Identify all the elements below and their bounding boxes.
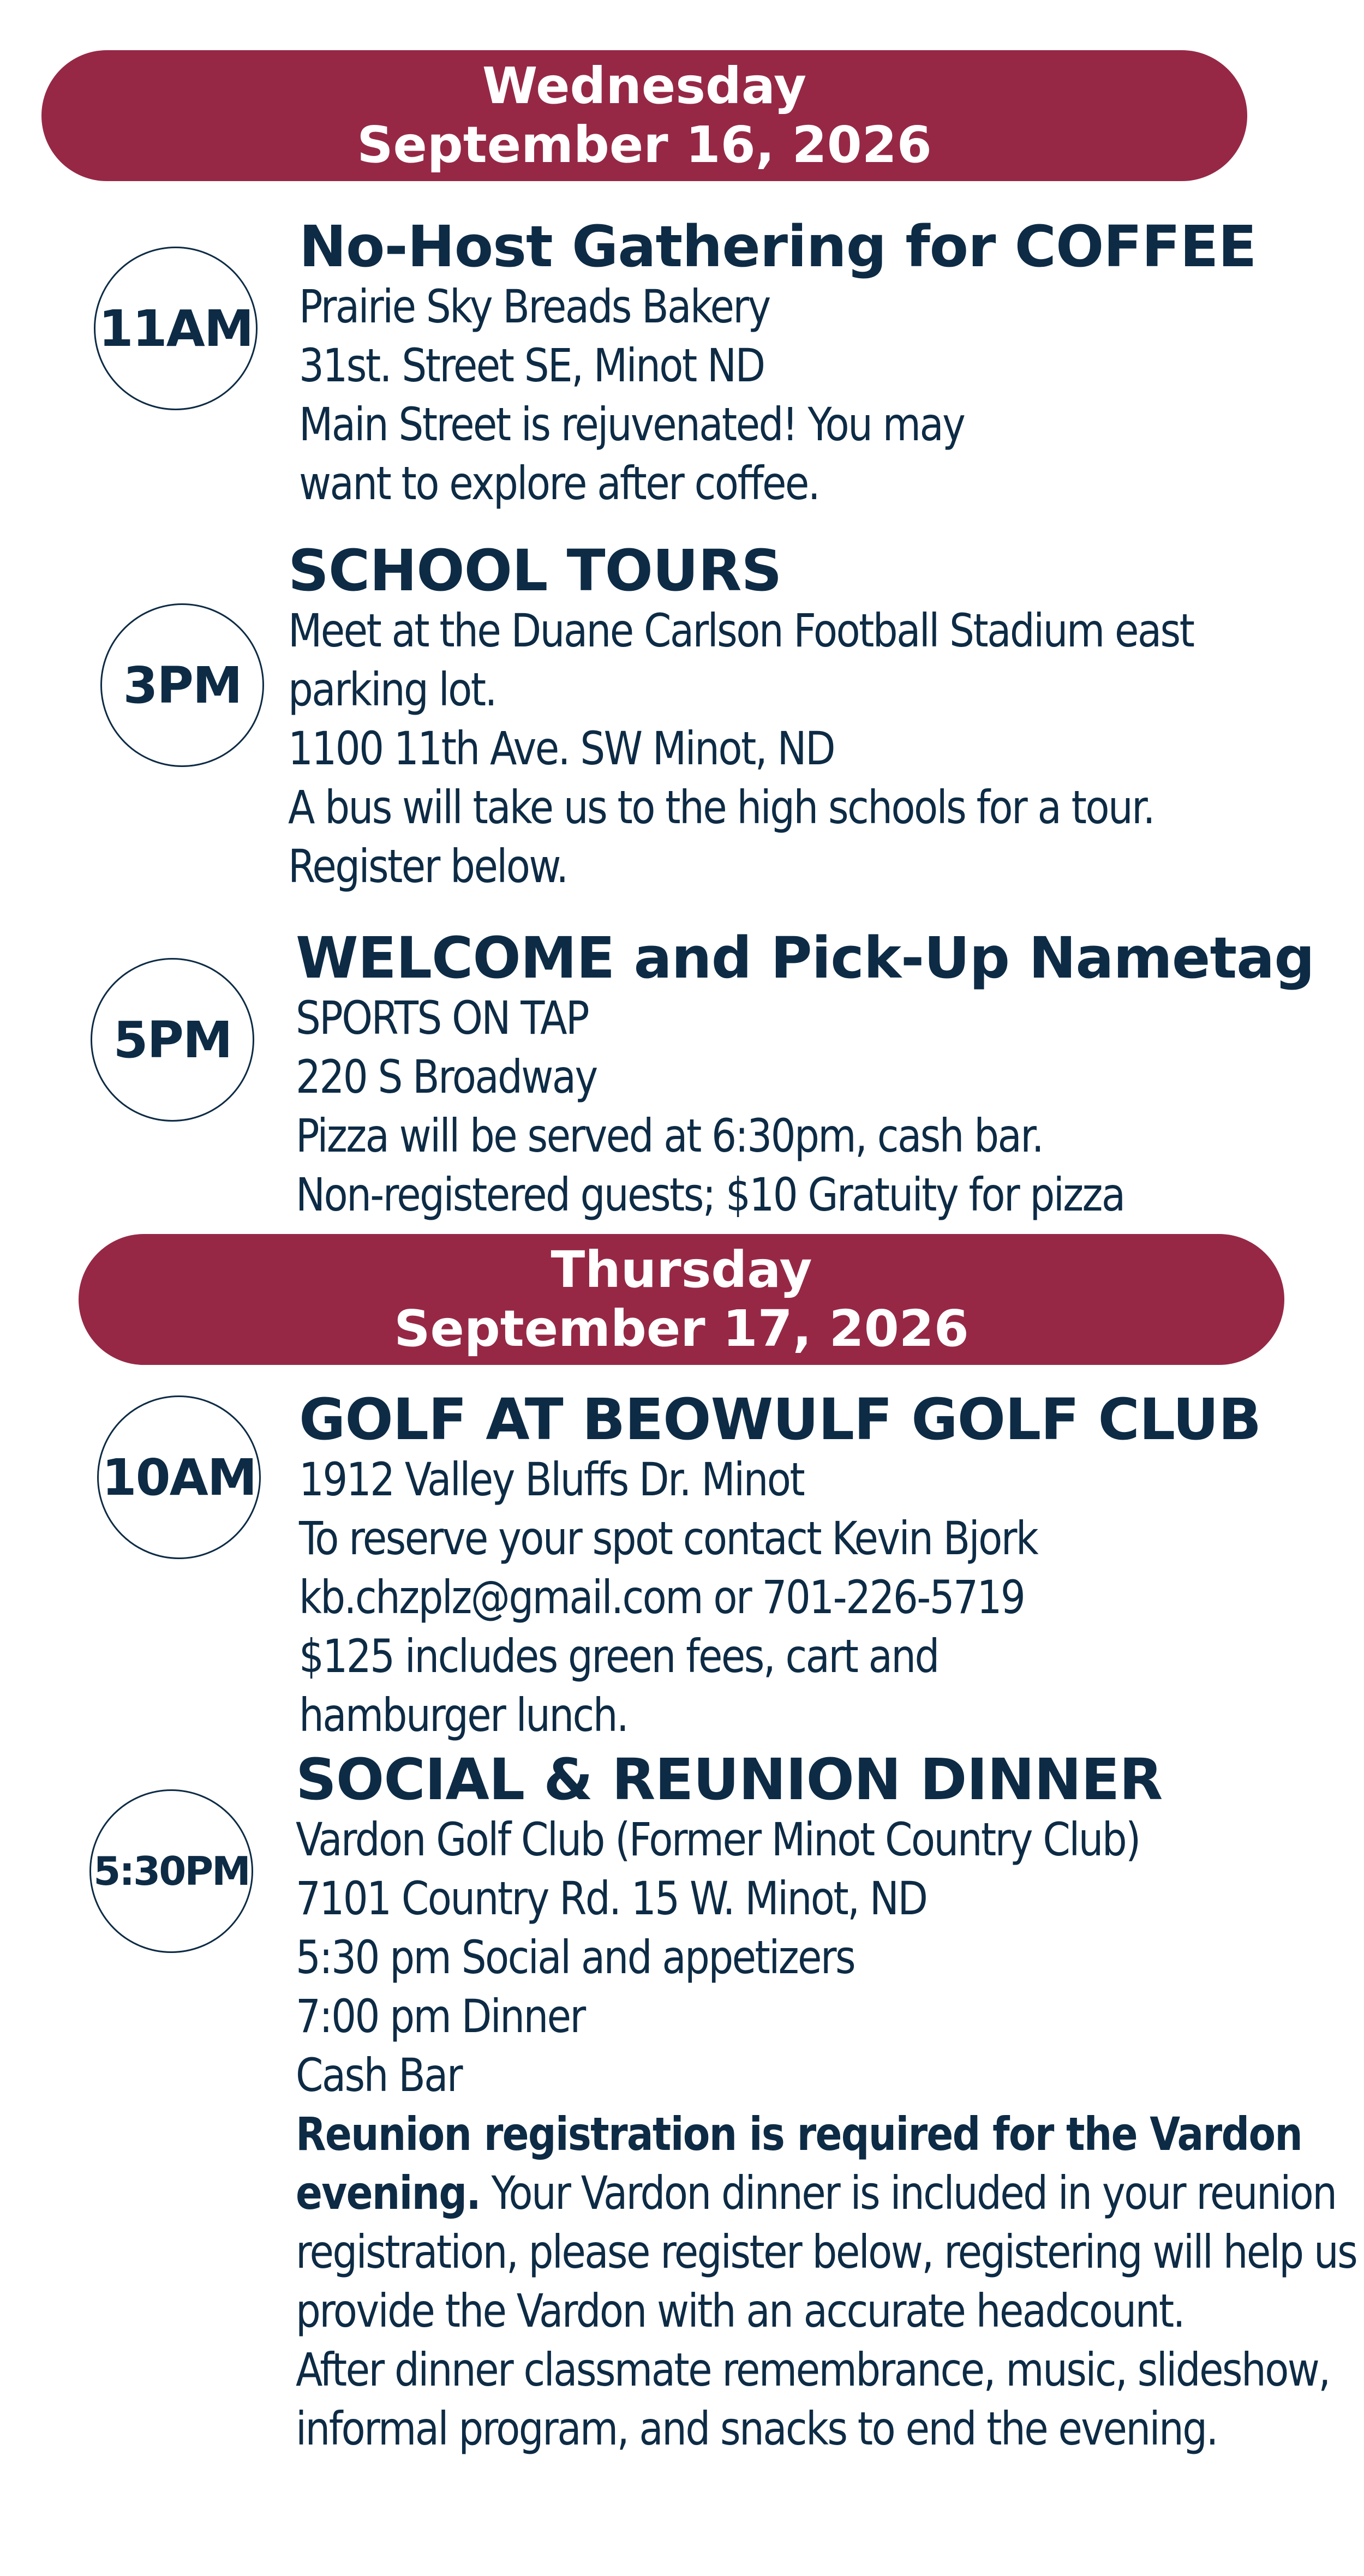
event-coffee xyxy=(299,213,1257,513)
event-line: Meet at the Duane Carlson Football Stadium east xyxy=(288,604,1194,657)
event-line: kb.chzplz@gmail.com or 701-226-5719 xyxy=(299,1571,1025,1624)
event-line: 1100 11th Ave. SW Minot, ND xyxy=(288,722,834,775)
day-banner-thursday xyxy=(79,1234,1284,1365)
event-line: 5:30 pm Social and appetizers xyxy=(296,1931,855,1984)
event-line: hamburger lunch. xyxy=(299,1688,628,1742)
event-title: SOCIAL & REUNION DINNER xyxy=(296,1746,1163,1813)
day-weekday: Wednesday xyxy=(482,57,807,115)
time-badge: 3PM xyxy=(100,603,264,767)
registration-required-text: Reunion registration is required for the Vardon evening. xyxy=(296,2107,1302,2220)
event-school-tours xyxy=(288,537,1341,896)
event-line: Non-registered guests; $10 Gratuity for pizza xyxy=(296,1168,1124,1221)
event-line: Main Street is rejuvenated! You may xyxy=(299,398,965,451)
event-title: No-Host Gathering for COFFEE xyxy=(299,213,1257,280)
event-line: Cash Bar xyxy=(296,2048,462,2102)
event-line: 1912 Valley Bluffs Dr. Minot xyxy=(299,1453,804,1506)
closing-note: After dinner classmate remembrance, music, slideshow, informal program, and snacks to end the evening. xyxy=(296,2343,1330,2455)
event-title: WELCOME and Pick-Up Nametag xyxy=(296,925,1314,991)
day-date: September 17, 2026 xyxy=(394,1299,969,1358)
event-line: 220 S Broadway xyxy=(296,1050,597,1104)
event-welcome xyxy=(296,927,1314,1224)
time-badge: 5:30PM xyxy=(89,1789,253,1953)
event-golf xyxy=(299,1386,1261,1745)
event-line: SPORTS ON TAP xyxy=(296,991,588,1045)
time-badge: 5PM xyxy=(91,958,254,1122)
event-line: Vardon Golf Club (Former Minot Country Club) xyxy=(296,1813,1140,1866)
event-line: 7:00 pm Dinner xyxy=(296,1990,585,2043)
event-line: 7101 Country Rd. 15 W. Minot, ND xyxy=(296,1872,927,1925)
time-badge: 11AM xyxy=(94,247,258,410)
event-line: Register below. xyxy=(288,840,567,893)
day-date: September 16, 2026 xyxy=(357,116,932,174)
event-line: Pizza will be served at 6:30pm, cash bar. xyxy=(296,1109,1043,1163)
day-weekday: Thursday xyxy=(551,1241,812,1299)
event-line: want to explore after coffee. xyxy=(299,457,819,510)
event-line: A bus will take us to the high schools for a tour. xyxy=(288,781,1154,834)
registration-note xyxy=(296,2105,1364,2340)
event-line: Prairie Sky Breads Bakery xyxy=(299,280,770,333)
time-badge: 10AM xyxy=(97,1395,261,1559)
event-title: GOLF AT BEOWULF GOLF CLUB xyxy=(299,1386,1261,1453)
event-line: 31st. Street SE, Minot ND xyxy=(299,339,764,392)
event-line: To reserve your spot contact Kevin Bjork xyxy=(299,1512,1038,1565)
event-line: $125 includes green fees, cart and xyxy=(299,1630,938,1683)
registration-details-text: Your Vardon dinner is included in your reunion registration, please register below, registering will help us provide the Vardon with an accurate headcount. xyxy=(296,2166,1357,2338)
event-reunion-dinner xyxy=(296,1746,1364,2458)
day-banner-wednesday xyxy=(41,50,1247,181)
event-title: SCHOOL TOURS xyxy=(288,537,782,604)
event-line: parking lot. xyxy=(288,663,496,716)
